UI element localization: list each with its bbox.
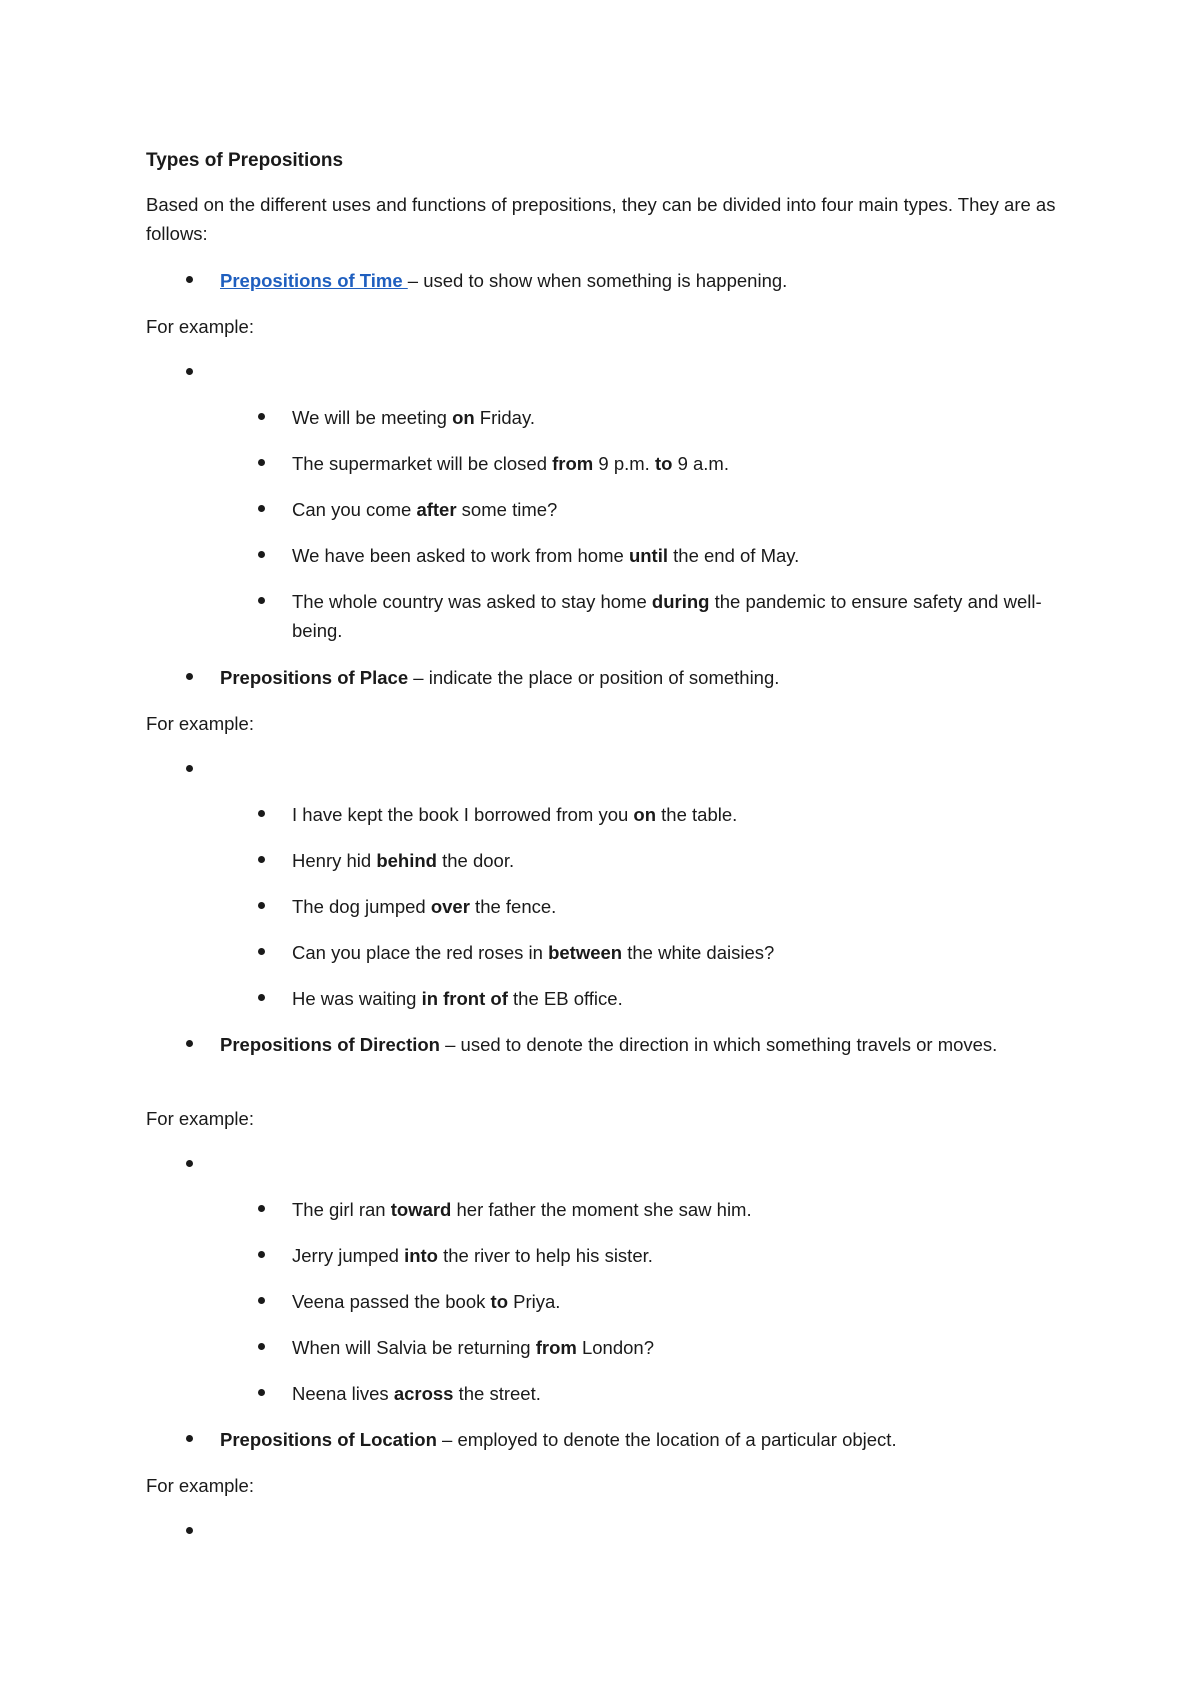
bullet	[258, 1251, 265, 1258]
bullet	[258, 810, 265, 817]
list-item: Henry hid behind the door.	[292, 850, 515, 871]
for-example-label: For example:	[146, 713, 254, 734]
bullet	[186, 1040, 193, 1047]
list-item: The girl ran toward her father the moment she saw him.	[292, 1199, 752, 1220]
list-item: Can you come after some time?	[292, 499, 558, 520]
page-title: Types of Prepositions	[146, 150, 344, 171]
bullet	[258, 505, 265, 512]
for-example-label: For example:	[146, 1108, 254, 1129]
list-item: Neena lives across the street.	[292, 1383, 541, 1404]
list-item: The dog jumped over the fence.	[292, 896, 557, 917]
list-item: When will Salvia be returning from London?	[292, 1337, 654, 1358]
bullet	[258, 994, 265, 1001]
empty-bullet	[186, 1160, 193, 1167]
bullet	[258, 1205, 265, 1212]
empty-bullet	[186, 765, 193, 772]
list-item: We will be meeting on Friday.	[292, 407, 535, 428]
for-example-label: For example:	[146, 316, 254, 337]
intro-paragraph: Based on the different uses and functions of prepositions, they can be divided into four main types. They are as follows:	[146, 194, 1056, 244]
list-item: Jerry jumped into the river to help his sister.	[292, 1245, 653, 1266]
bullet	[186, 1435, 193, 1442]
bullet	[258, 1297, 265, 1304]
list-item-place: Prepositions of Place – indicate the place or position of something.	[220, 667, 780, 688]
bullet	[258, 856, 265, 863]
empty-bullet	[186, 1527, 193, 1534]
bullet	[258, 551, 265, 558]
list-item-location: Prepositions of Location – employed to denote the location of a particular object.	[220, 1429, 897, 1450]
bullet	[258, 948, 265, 955]
list-item-direction: Prepositions of Direction – used to denote the direction in which something travels or moves.	[220, 1034, 998, 1055]
list-item: Can you place the red roses in between the white daisies?	[292, 942, 775, 963]
bullet	[258, 902, 265, 909]
bullet	[186, 673, 193, 680]
bullet	[258, 459, 265, 466]
list-item: The supermarket will be closed from 9 p.m. to 9 a.m.	[292, 453, 729, 474]
for-example-label: For example:	[146, 1475, 254, 1496]
bullet	[258, 1343, 265, 1350]
list-item: I have kept the book I borrowed from you on the table.	[292, 804, 738, 825]
bullet	[186, 276, 193, 283]
bullet	[258, 597, 265, 604]
bullet	[258, 413, 265, 420]
list-item: The whole country was asked to stay home during the pandemic to ensure safety and well-being.	[292, 591, 1042, 641]
list-item: He was waiting in front of the EB office.	[292, 988, 623, 1009]
list-item: Veena passed the book to Priya.	[292, 1291, 561, 1312]
list-item-time	[220, 266, 787, 295]
empty-bullet	[186, 368, 193, 375]
prepositions-of-time-link[interactable]: Prepositions of Time	[220, 270, 408, 291]
time-description: – used to show when something is happening.	[407, 270, 788, 291]
list-item: We have been asked to work from home until the end of May.	[292, 545, 800, 566]
bullet	[258, 1389, 265, 1396]
